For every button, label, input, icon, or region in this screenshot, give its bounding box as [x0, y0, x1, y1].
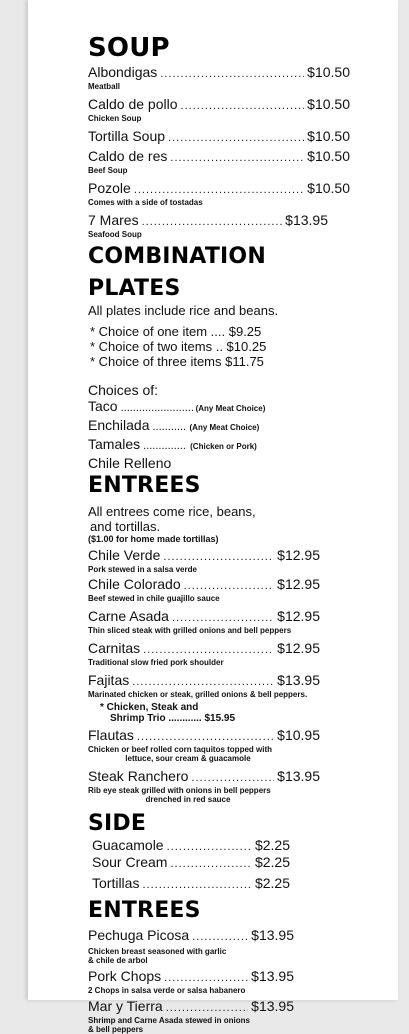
entree-item — [88, 969, 350, 995]
item-price: $12.95 — [277, 576, 320, 592]
item-price: $10.50 — [307, 180, 350, 196]
item-description: drenched in red sauce — [145, 795, 231, 804]
item-price: $2.25 — [254, 837, 290, 853]
item-name: Fajitas — [88, 672, 130, 688]
choice-name: Chile Relleno — [88, 455, 172, 471]
choice-item — [88, 398, 350, 417]
item-name: Guacamole — [92, 837, 164, 853]
combo-option: * Choice of three items $11.75 — [90, 354, 264, 369]
soup-item — [88, 213, 350, 239]
item-description: & chile de arbol — [88, 956, 148, 965]
combo-option: * Choice of two items .. $10.25 — [90, 339, 267, 354]
entree-item — [88, 728, 350, 763]
item-name: Carnitas — [88, 640, 141, 656]
item-name: Albondigas — [88, 64, 158, 80]
item-description: Beef stewed in chile guajillo sauce — [88, 594, 220, 603]
combination-heading: COMBINATION — [88, 244, 266, 269]
item-price: $13.95 — [285, 212, 328, 228]
item-name: Pechuga Picosa — [88, 927, 190, 943]
item-name: 7 Mares — [88, 212, 139, 228]
item-price: $13.95 — [277, 768, 320, 784]
trio-option: Shrimp Trio ............ $15.95 — [110, 713, 236, 724]
soup-heading: SOUP — [88, 33, 170, 63]
entree-item — [88, 673, 350, 699]
item-description: Marinated chicken or steak, grilled onions & bell peppers. — [88, 690, 308, 699]
item-description: Chicken Soup — [88, 114, 142, 123]
item-name: Caldo de pollo — [88, 96, 178, 112]
choice-name: Enchilada — [88, 417, 150, 433]
entree-item — [88, 609, 350, 635]
item-price: $12.95 — [277, 608, 320, 624]
item-price: $13.95 — [277, 672, 320, 688]
entrees-intro-note: ($1.00 for home made tortillas) — [88, 534, 219, 544]
choice-note: (Chicken or Pork) — [190, 442, 257, 451]
item-name: Pork Chops — [88, 968, 162, 984]
entrees-heading: ENTREES — [88, 473, 201, 498]
item-description: Chicken or beef rolled corn taquitos topped with — [88, 745, 273, 754]
item-description: Traditional slow fried pork shoulder — [88, 658, 224, 667]
combo-intro: All plates include rice and beans. — [88, 303, 279, 318]
item-price: $2.25 — [254, 854, 290, 870]
item-description: Beef Soup — [88, 166, 128, 175]
entree-item — [88, 577, 350, 603]
item-description: Shrimp and Carne Asada stewed in onions — [88, 1016, 250, 1025]
item-name: Steak Ranchero — [88, 768, 189, 784]
entrees-intro: and tortillas. — [90, 519, 161, 534]
item-name: Caldo de res — [88, 148, 168, 164]
entree-item — [88, 928, 350, 965]
menu-page — [28, 0, 398, 1034]
item-description: Thin sliced steak with grilled onions and bell peppers — [88, 626, 292, 635]
choice-item — [88, 417, 350, 436]
plates-heading: PLATES — [88, 276, 181, 301]
item-price: $13.95 — [251, 968, 294, 984]
choice-note: (Any Meat Choice) — [189, 423, 260, 432]
item-description: Seafood Soup — [88, 230, 142, 239]
choice-note: (Any Meat Choice) — [195, 404, 266, 413]
item-name: Pozole — [88, 180, 131, 196]
item-name: Carne Asada — [88, 608, 169, 624]
item-name: Tortillas — [92, 875, 140, 891]
soup-item — [88, 129, 350, 146]
soup-item — [88, 97, 350, 123]
side-item — [92, 876, 290, 893]
item-price: $10.50 — [307, 64, 350, 80]
choice-name: Taco — [88, 398, 118, 414]
choice-item — [88, 455, 350, 472]
item-price: $10.50 — [307, 96, 350, 112]
side-item — [92, 855, 290, 872]
item-price: $13.95 — [251, 927, 294, 943]
item-description: Rib eye steak grilled with onions in bell peppers — [88, 786, 271, 795]
item-price: $12.95 — [277, 547, 320, 563]
entree-item — [88, 769, 350, 804]
item-name: Chile Verde — [88, 547, 161, 563]
choice-name: Tamales — [88, 436, 141, 452]
trio-option: * Chicken, Steak and — [100, 702, 199, 713]
item-price: $10.50 — [307, 128, 350, 144]
item-price: $10.95 — [277, 727, 320, 743]
item-price: $2.25 — [254, 875, 290, 891]
menu-content — [88, 34, 350, 1034]
item-name: Flautas — [88, 727, 134, 743]
side-item — [92, 838, 290, 855]
side-heading: SIDE — [88, 811, 147, 836]
choices-title: Choices of: — [88, 382, 159, 398]
entree-item — [88, 548, 350, 574]
item-name: Mar y Tierra — [88, 998, 163, 1014]
item-description: Meatball — [88, 82, 121, 91]
item-description: 2 Chops in salsa verde or salsa habanero — [88, 986, 246, 995]
item-description: Comes with a side of tostadas — [88, 198, 203, 207]
soup-item — [88, 149, 350, 175]
choice-item — [88, 436, 350, 455]
item-description: Chicken breast seasoned with garlic — [88, 947, 227, 956]
item-price: $12.95 — [277, 640, 320, 656]
item-description: Pork stewed in a salsa verde — [88, 565, 197, 574]
entree-item — [88, 999, 350, 1034]
entrees-intro: All entrees come rice, beans, — [88, 504, 256, 519]
item-name: Chile Colorado — [88, 576, 181, 592]
entree-item — [88, 641, 350, 667]
item-price: $10.50 — [307, 148, 350, 164]
item-name: Tortilla Soup — [88, 128, 166, 144]
item-description: & bell peppers — [88, 1025, 144, 1034]
item-price: $13.95 — [251, 998, 294, 1014]
item-name: Sour Cream — [92, 854, 168, 870]
item-description: lettuce, sour cream & guacamole — [125, 754, 251, 763]
entrees-heading-2: ENTREES — [88, 898, 201, 923]
soup-item — [88, 65, 350, 91]
combo-option: * Choice of one item .... $9.25 — [90, 324, 262, 339]
soup-item — [88, 181, 350, 207]
